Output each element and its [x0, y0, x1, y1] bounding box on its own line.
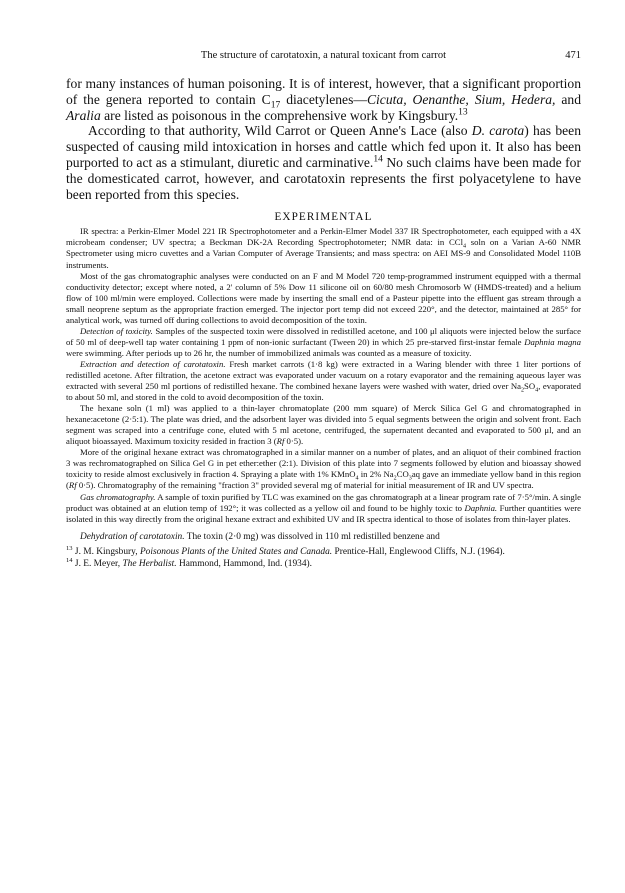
page-number: 471 — [565, 50, 581, 61]
section-heading: EXPERIMENTAL — [274, 211, 373, 224]
paragraph-genera: for many instances of human poisoning. It is of interest, however, that a significant proportion of the genera reported to contain $C_{17}$ diacetylenes—Cicuta, Oenanthe, Sium, Hedera, and Aralia are listed as poisonous in the comprehensive work by Kingsbury.$^{13}$ — [66, 76, 582, 123]
experimental-section — [66, 226, 581, 524]
main-text — [66, 76, 581, 202]
paragraph-dehydration: Dehydration of carotatoxin. The toxin (2·0 mg) was dissolved in 110 ml redistilled benzene and — [80, 531, 440, 542]
footnote-14: $^{14}$ J. E. Meyer, The Herbalist. Hammond, Hammond, Ind. (1934). — [66, 556, 313, 569]
paragraph-hexane-soln: The hexane soln (1 ml) was applied to a thin-layer chromatoplate (200 mm square) of Merck Silica Gel G and chromatographed in hexane:acetone (2·5:1). The plate was dried, and the adsorbent layer was divided into 5 equal segments between the origin and solvent front. Each segment was scraped into a centrifuge cone, eluted with 5 ml acetone, centrifuged, the supernatent decanted and evaporated to 500 μl, and an aliquot bioassayed. Maximum toxicity resided in fraction 3 (Rf 0·5). — [66, 403, 581, 447]
footnotes — [66, 546, 581, 570]
paragraph-detection-toxicity: Detection of toxicity. Samples of the suspected toxin were dissolved in redistilled acetone, and 100 μl aliquots were injected below the surface of 50 ml of deep-well tap water containing 1 ppm of non-ionic surfactant (Tween 20) in which 25 pre-starved first-instar female Daphnia magna were swimming. After periods up to 26 hr, the number of immobilized animals was counted as a measure of toxicity. — [66, 325, 581, 358]
paragraph-gas-chromatography: Gas chromatography. A sample of toxin purified by TLC was examined on the gas chromatograph at a linear program rate of 7·5°/min. A single product was obtained at an elution temp of 192°; it was collected as a yellow oil and found to be highly toxic to Daphnia. Further quantities were isolated in this way directly from the original hexane extract and exhibited UV and IR spectra identical to those of isolates from thin-layer plates. — [66, 491, 581, 524]
running-title: The structure of carotatoxin, a natural toxicant from carrot — [200, 50, 447, 61]
paragraph-gas-chromatographic: Most of the gas chromatographic analyses were conducted on an F and M Model 720 temp-programmed instrument equipped with a thermal conductivity detector; except where noted, a 2' column of 5% Dow 11 silicone oil on 60/80 mesh Chromosorb W (HMDS-treated) and a helium flow of 100 ml/min were employed. Collections were made by inserting the small end of a Pasteur pipette into the effluent gas stream through a small neoprene septum as the appropriate fraction emerged. The injector port temp did not exceed 220°, and the detector, maintained at 285° for analytical work, was turned off during collections to avoid decomposition of the toxin. — [66, 270, 581, 325]
paragraph-wild-carrot: According to that authority, Wild Carrot or Queen Anne's Lace (also D. carota) has been suspected of causing mild intoxication in horses and cattle which fed upon it. It also has been purported to act as a stimulant, diuretic and carminative.$^{14}$ No such claims have been made for the domesticated carrot, however, and carotatoxin represents the first polyacetylene to have been reported from this species. — [66, 123, 581, 202]
paragraph-rechromatography: More of the original hexane extract was chromatographed in a similar manner on a number of plates, and an aliquot of their combined fraction 3 was rechromatographed on Silica Gel G in pet ether:ether (2:1). Division of this plate into 7 segments followed by elution and bioassay showed toxicity to reside almost exclusively in fraction 4. Spraying a plate with 1% KMnO$_4$ in 2% $Na_2CO_3aq$ gave an immediate yellow band in this region (Rf 0·5). Chromatography of the remaining "fraction 3" provided several mg of material for initial measurement of IR and UV spectra. — [66, 447, 581, 491]
running-header — [66, 50, 581, 64]
paragraph-extraction: Extraction and detection of carotatoxin. Fresh market carrots (1·8 kg) were extracted in a Waring blender with three 1 liter portions of redistilled acetone. After filtration, the acetone extract was evaporated under vacuum on a rotary evaporator and the remaining aqueous layer was extracted with several 250 ml portions of redistilled hexane. The combined hexane layers were washed with water, dried over $Na_2SO_4$, evaporated to about 50 ml, and stored in the cold to avoid decomposition of the toxin. — [66, 358, 582, 403]
paragraph-ir-spectra: IR spectra: a Perkin-Elmer Model 221 IR Spectrophotometer and a Perkin-Elmer Model 337 IR Spectrophotometer, each equipped with a 4X microbeam condenser; UV spectra; a Beckman DK-2A Recording Spectrophotometer; NMR data: in CCl$_4$ soln on a Varian A-60 NMR Spectrometer using micro cuvettes and a Varian Computer of Average Transients; and mass spectra: on AEI MS-9 and Consolidated Model 110B instruments. — [66, 226, 581, 270]
footnote-13: $^{13}$ J. M. Kingsbury, Poisonous Plants of the United States and Canada. Prentice-Hall, Englewood Cliffs, N.J. (1964). — [66, 544, 505, 557]
